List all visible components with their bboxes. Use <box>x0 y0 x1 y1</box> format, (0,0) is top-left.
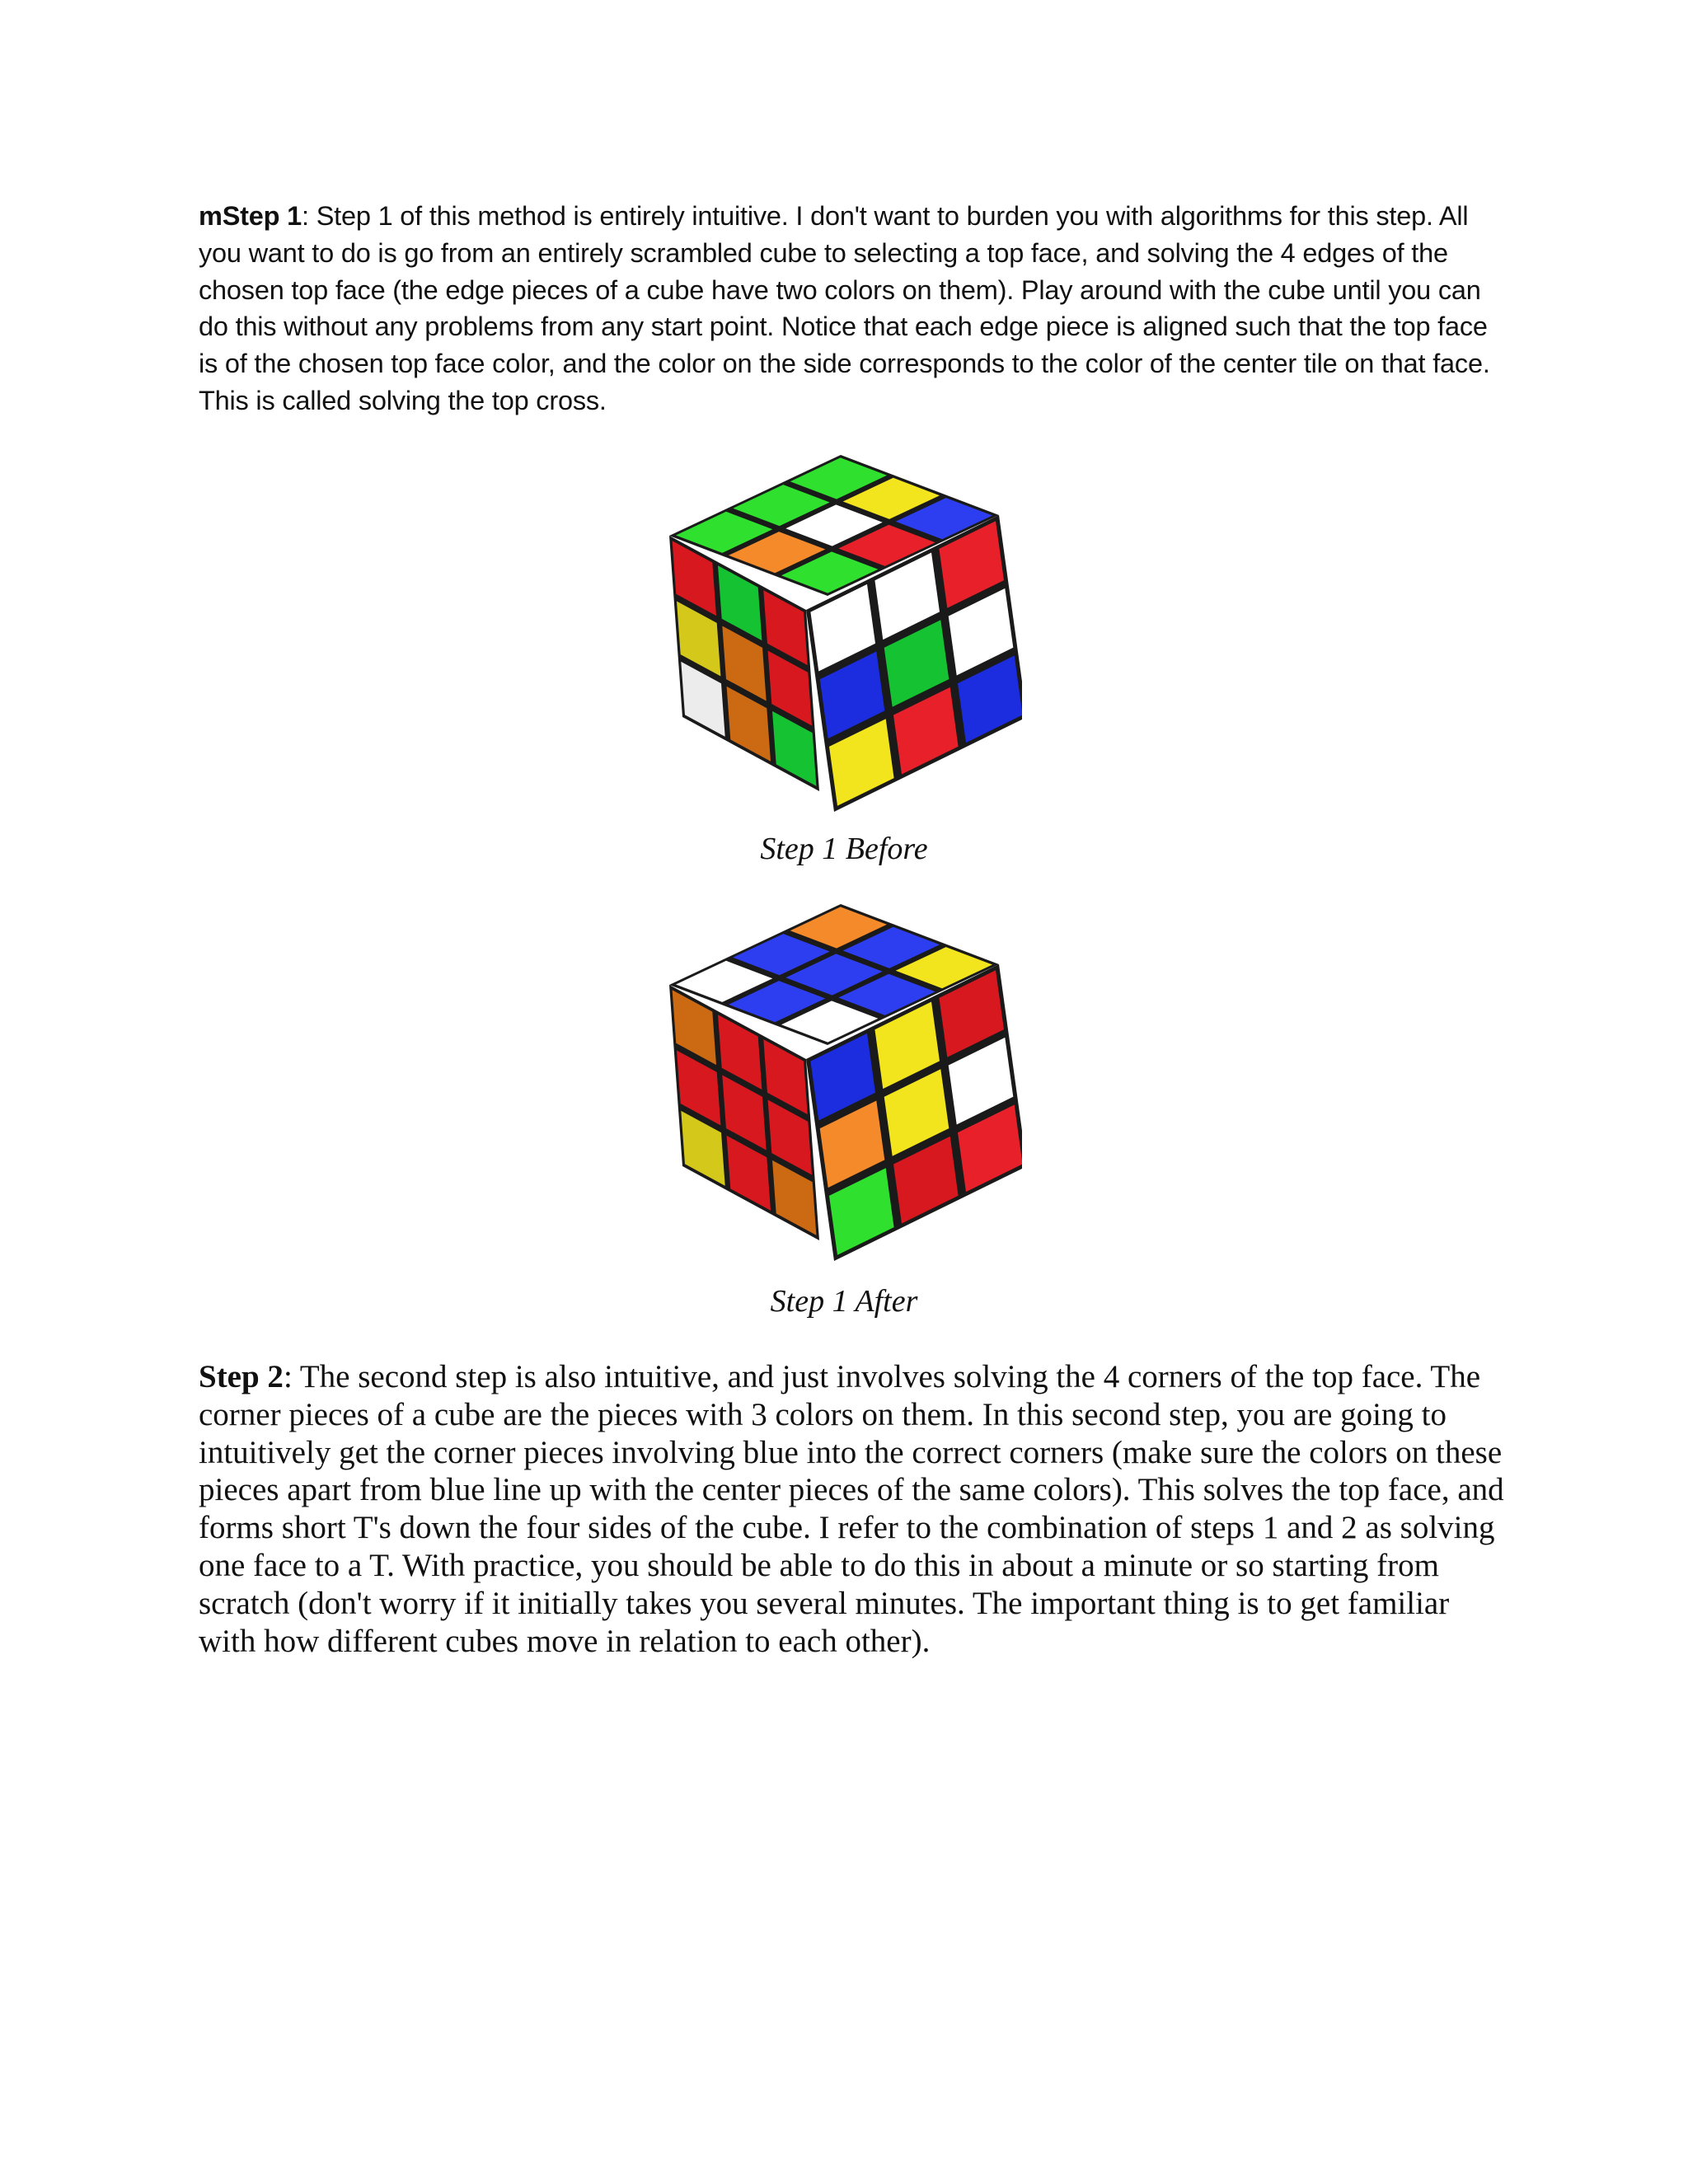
step2-paragraph <box>199 1358 1509 1660</box>
step2-heading: Step 2 <box>199 1359 284 1394</box>
step1-paragraph <box>199 198 1493 419</box>
step1-heading: mStep 1 <box>199 201 302 231</box>
rubiks-cube-after-image <box>659 894 1022 1273</box>
caption-before: Step 1 Before <box>760 832 928 866</box>
rubiks-cube-before-image <box>659 445 1022 824</box>
step1-body: Step 1 of this method is entirely intuitive. I don't want to burden you with algorithms for this step. All you want to do is go from an entirely scrambled cube to selecting a top face, and solving the 4 edges of the chosen top face (the edge pieces of a cube have two colors on them). Play around with the cube until you can do this without any problems from any start point. Notice that each edge piece is aligned such that the top face is of the chosen top face color, and the color on the side corresponds to the color of the center tile on that face. This is called solving the top cross. <box>199 201 1490 415</box>
step2-body: The second step is also intuitive, and just involves solving the 4 corners of the top face. The corner pieces of a cube are the pieces with 3 colors on them. In this second step, you are going to intuitively get the corner pieces involving blue into the correct corners (make sure the colors on these pieces apart from blue line up with the center pieces of the same colors). This solves the top face, and forms short T's down the four sides of the cube. I refer to the combination of steps 1 and 2 as solving one face to a T. With practice, you should be able to do this in about a minute or so starting from scratch (don't worry if it initially takes you several minutes. The important thing is to get familiar with how different cubes move in relation to each other). <box>199 1359 1504 1659</box>
cube-figure-after <box>659 894 1022 1273</box>
cube-figure-before <box>659 445 1022 824</box>
step1-colon: : <box>302 201 309 231</box>
step2-colon: : <box>283 1359 293 1394</box>
caption-after: Step 1 After <box>770 1284 918 1319</box>
